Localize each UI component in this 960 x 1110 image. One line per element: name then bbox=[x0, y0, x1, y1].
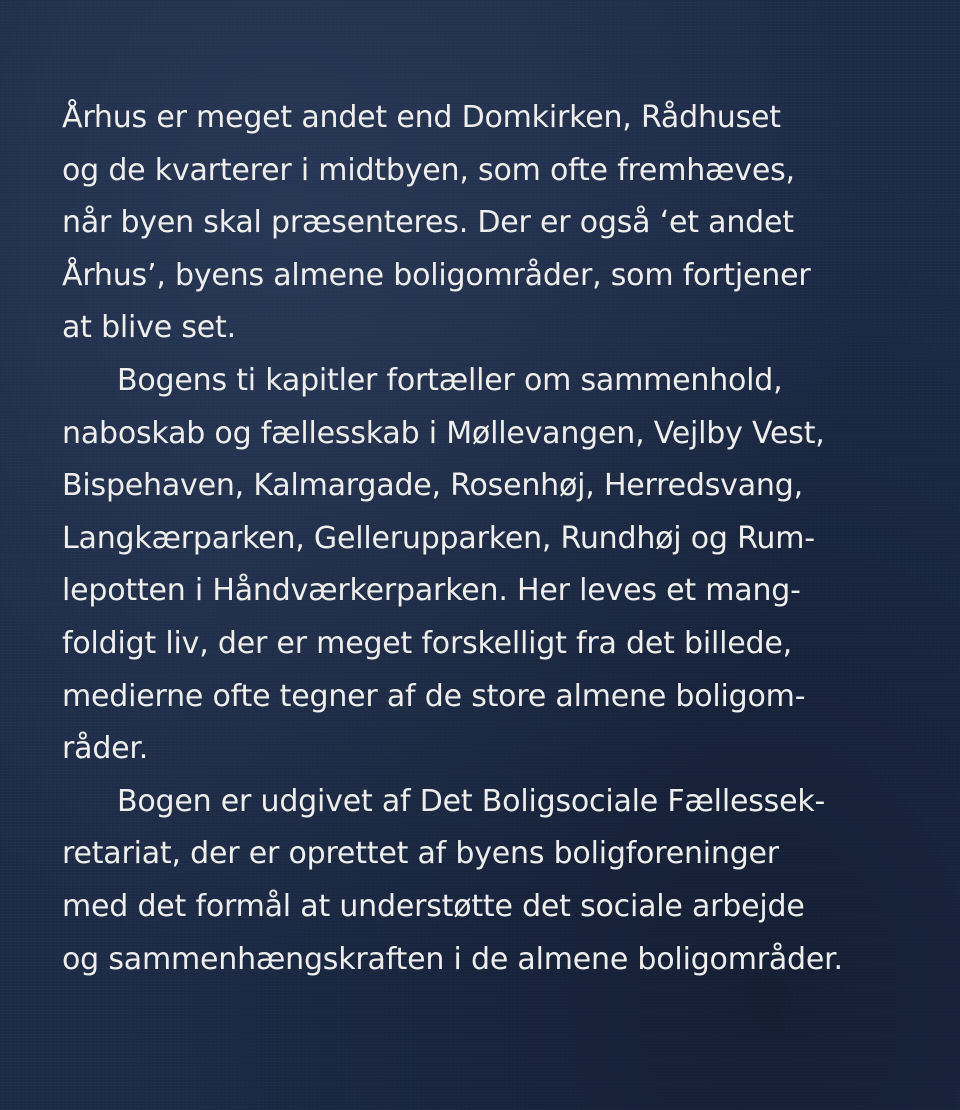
paragraph-3 bbox=[62, 776, 922, 986]
text-line: lepotten i Håndværkerparken. Her leves et mang- bbox=[62, 573, 801, 609]
paragraph-2 bbox=[62, 355, 922, 776]
text-line: og de kvarterer i midtbyen, som ofte fremhæves, bbox=[62, 152, 795, 188]
text-line: at blive set. bbox=[62, 310, 236, 346]
text-line: Langkærparken, Gellerupparken, Rundhøj og Rum- bbox=[62, 520, 815, 556]
blurb-text bbox=[62, 92, 922, 986]
text-line: når byen skal præsenteres. Der er også ‘et andet bbox=[62, 205, 794, 241]
text-line: naboskab og fællesskab i Møllevangen, Vejlby Vest, bbox=[62, 415, 825, 451]
paragraph-1 bbox=[62, 92, 922, 355]
text-line: og sammenhængskraften i de almene boligområder. bbox=[62, 941, 843, 977]
text-line: Bogens ti kapitler fortæller om sammenhold, bbox=[117, 362, 783, 398]
text-line: medierne ofte tegner af de store almene boligom- bbox=[62, 678, 806, 714]
text-line: foldigt liv, der er meget forskelligt fra det billede, bbox=[62, 625, 792, 661]
text-line: råder. bbox=[62, 731, 149, 767]
text-line: Bispehaven, Kalmargade, Rosenhøj, Herredsvang, bbox=[62, 468, 803, 504]
text-line: retariat, der er oprettet af byens boligforeninger bbox=[62, 836, 779, 872]
text-line: Århus’, byens almene boligområder, som fortjener bbox=[62, 257, 811, 293]
text-line: Århus er meget andet end Domkirken, Rådhuset bbox=[62, 100, 781, 135]
text-line: Bogen er udgivet af Det Boligsociale Fællessek- bbox=[117, 783, 826, 819]
text-line: med det formål at understøtte det sociale arbejde bbox=[62, 888, 805, 924]
